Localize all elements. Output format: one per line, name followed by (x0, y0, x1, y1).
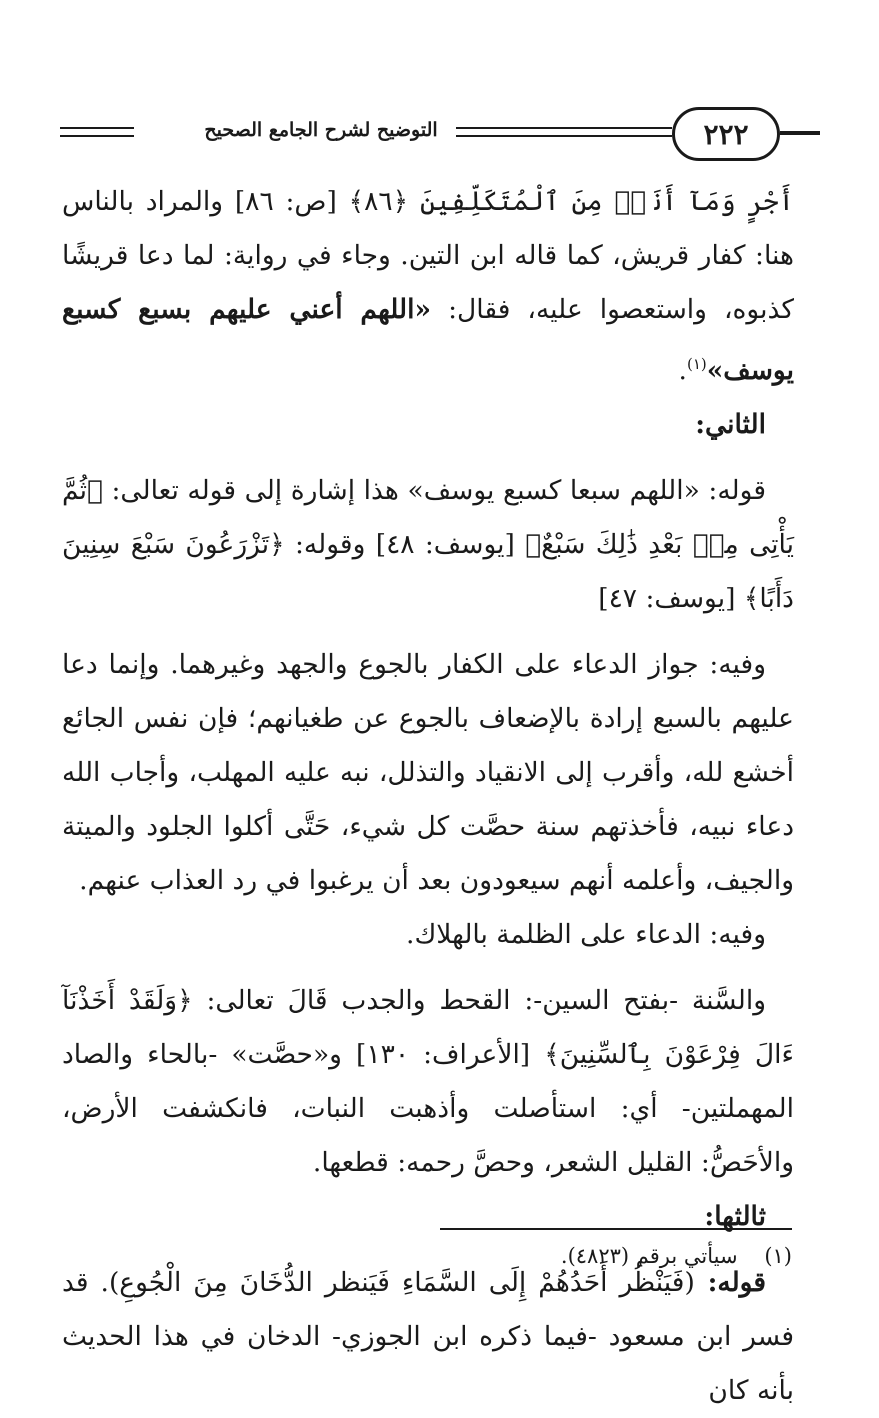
paragraph-4: وفيه: الدعاء على الظلمة بالهلاك. (406, 918, 766, 950)
spacer (62, 452, 794, 464)
footnote (300, 1238, 792, 1274)
header-rule-middle (456, 127, 672, 129)
paragraph-6-text: (فَيَنْظُر أَحَدُهُمْ إِلَى السَّمَاءِ فَيَنظر الدُّخَانَ مِنَ الْجُوعِ). قد فسر ابن مسعود -فيما ذكره ابن الجوزي- الدخان في هذا الحديث بأنه كان (62, 1266, 794, 1406)
paragraph-1 (62, 175, 794, 398)
paragraph-1-text: أَجْرٍ وَمَآ أَنَا۠ مِنَ ٱلْمُتَكَلِّفِينَ ﴿٨٦﴾ [ص: ٨٦] والمراد بالناس هنا: كفار قريش، كما قاله ابن التين. وجاء في رواية: لما دعا قريشًا كذبوه، واستعصوا عليه، فقال: (62, 186, 794, 325)
page-header (60, 105, 820, 165)
paragraph-1-end: . (678, 354, 687, 386)
header-rule-left-2 (60, 135, 134, 137)
paragraph-3: وفيه: جواز الدعاء على الكفار بالجوع والجهد وغيرهما. وإنما دعا عليهم بالسبع إرادة بالإضعاف بالجوع عن طغيانهم؛ فإن نفس الجائع أخشع لله، وأقرب إلى الانقياد والتذلل، نبه عليه المهلب، وأجاب الله دعاء نبيه، فأخذتهم سنة حصَّت كل شيء، حَتَّى أكلوا الجلود والميتة والجيف، وأعلمه أنهم سيعودون بعد أن يرغبوا في رد العذاب عنهم. (62, 648, 794, 896)
page-number: ٢٢٢ (672, 107, 780, 161)
spacer (62, 962, 794, 974)
footnote-marker: (١) (686, 355, 707, 373)
footnote-number: (١) (764, 1244, 792, 1268)
main-text (62, 175, 794, 1418)
paragraph-6-lead: قوله: (694, 1266, 766, 1298)
hadith-quote: «اللهم أعني عليهم بسبع كسبع يوسف» (62, 294, 794, 386)
section-heading-third: ثالثها: (704, 1200, 766, 1232)
running-title: التوضيح لشرح الجامع الصحيح (196, 119, 446, 141)
footnote-text: سيأتي برقم (٤٨٢٣). (560, 1244, 738, 1268)
spacer (62, 626, 794, 638)
section-heading-second: الثاني: (695, 408, 766, 440)
header-rule-right (780, 131, 820, 135)
footnote-rule (440, 1228, 792, 1230)
paragraph-5: والسَّنة -بفتح السين-: القحط والجدب قَالَ تعالى: ﴿وَلَقَدْ أَخَذْنَآ ءَالَ فِرْعَوْنَ بِٱلسِّنِينَ﴾ [الأعراف: ١٣٠] و«حصَّت» -بالحاء والصاد المهملتين- أي: استأصلت وأذهبت النبات، فانكشفت الأرض، والأحَصُّ: القليل الشعر، وحصَّ رحمه: قطعها. (62, 984, 794, 1178)
header-rule-left (60, 127, 134, 129)
header-rule-middle-2 (456, 135, 672, 137)
paragraph-2: قوله: «اللهم سبعا كسبع يوسف» هذا إشارة إلى قوله تعالى: ﴿ثُمَّ يَأْتِى مِنۢ بَعْدِ ذَٰلِكَ سَبْعٌ﴾ [يوسف: ٤٨] وقوله: ﴿تَزْرَعُونَ سَبْعَ سِنِينَ دَأَبًا﴾ [يوسف: ٤٧] (62, 474, 794, 614)
paragraph-6 (62, 1256, 794, 1418)
